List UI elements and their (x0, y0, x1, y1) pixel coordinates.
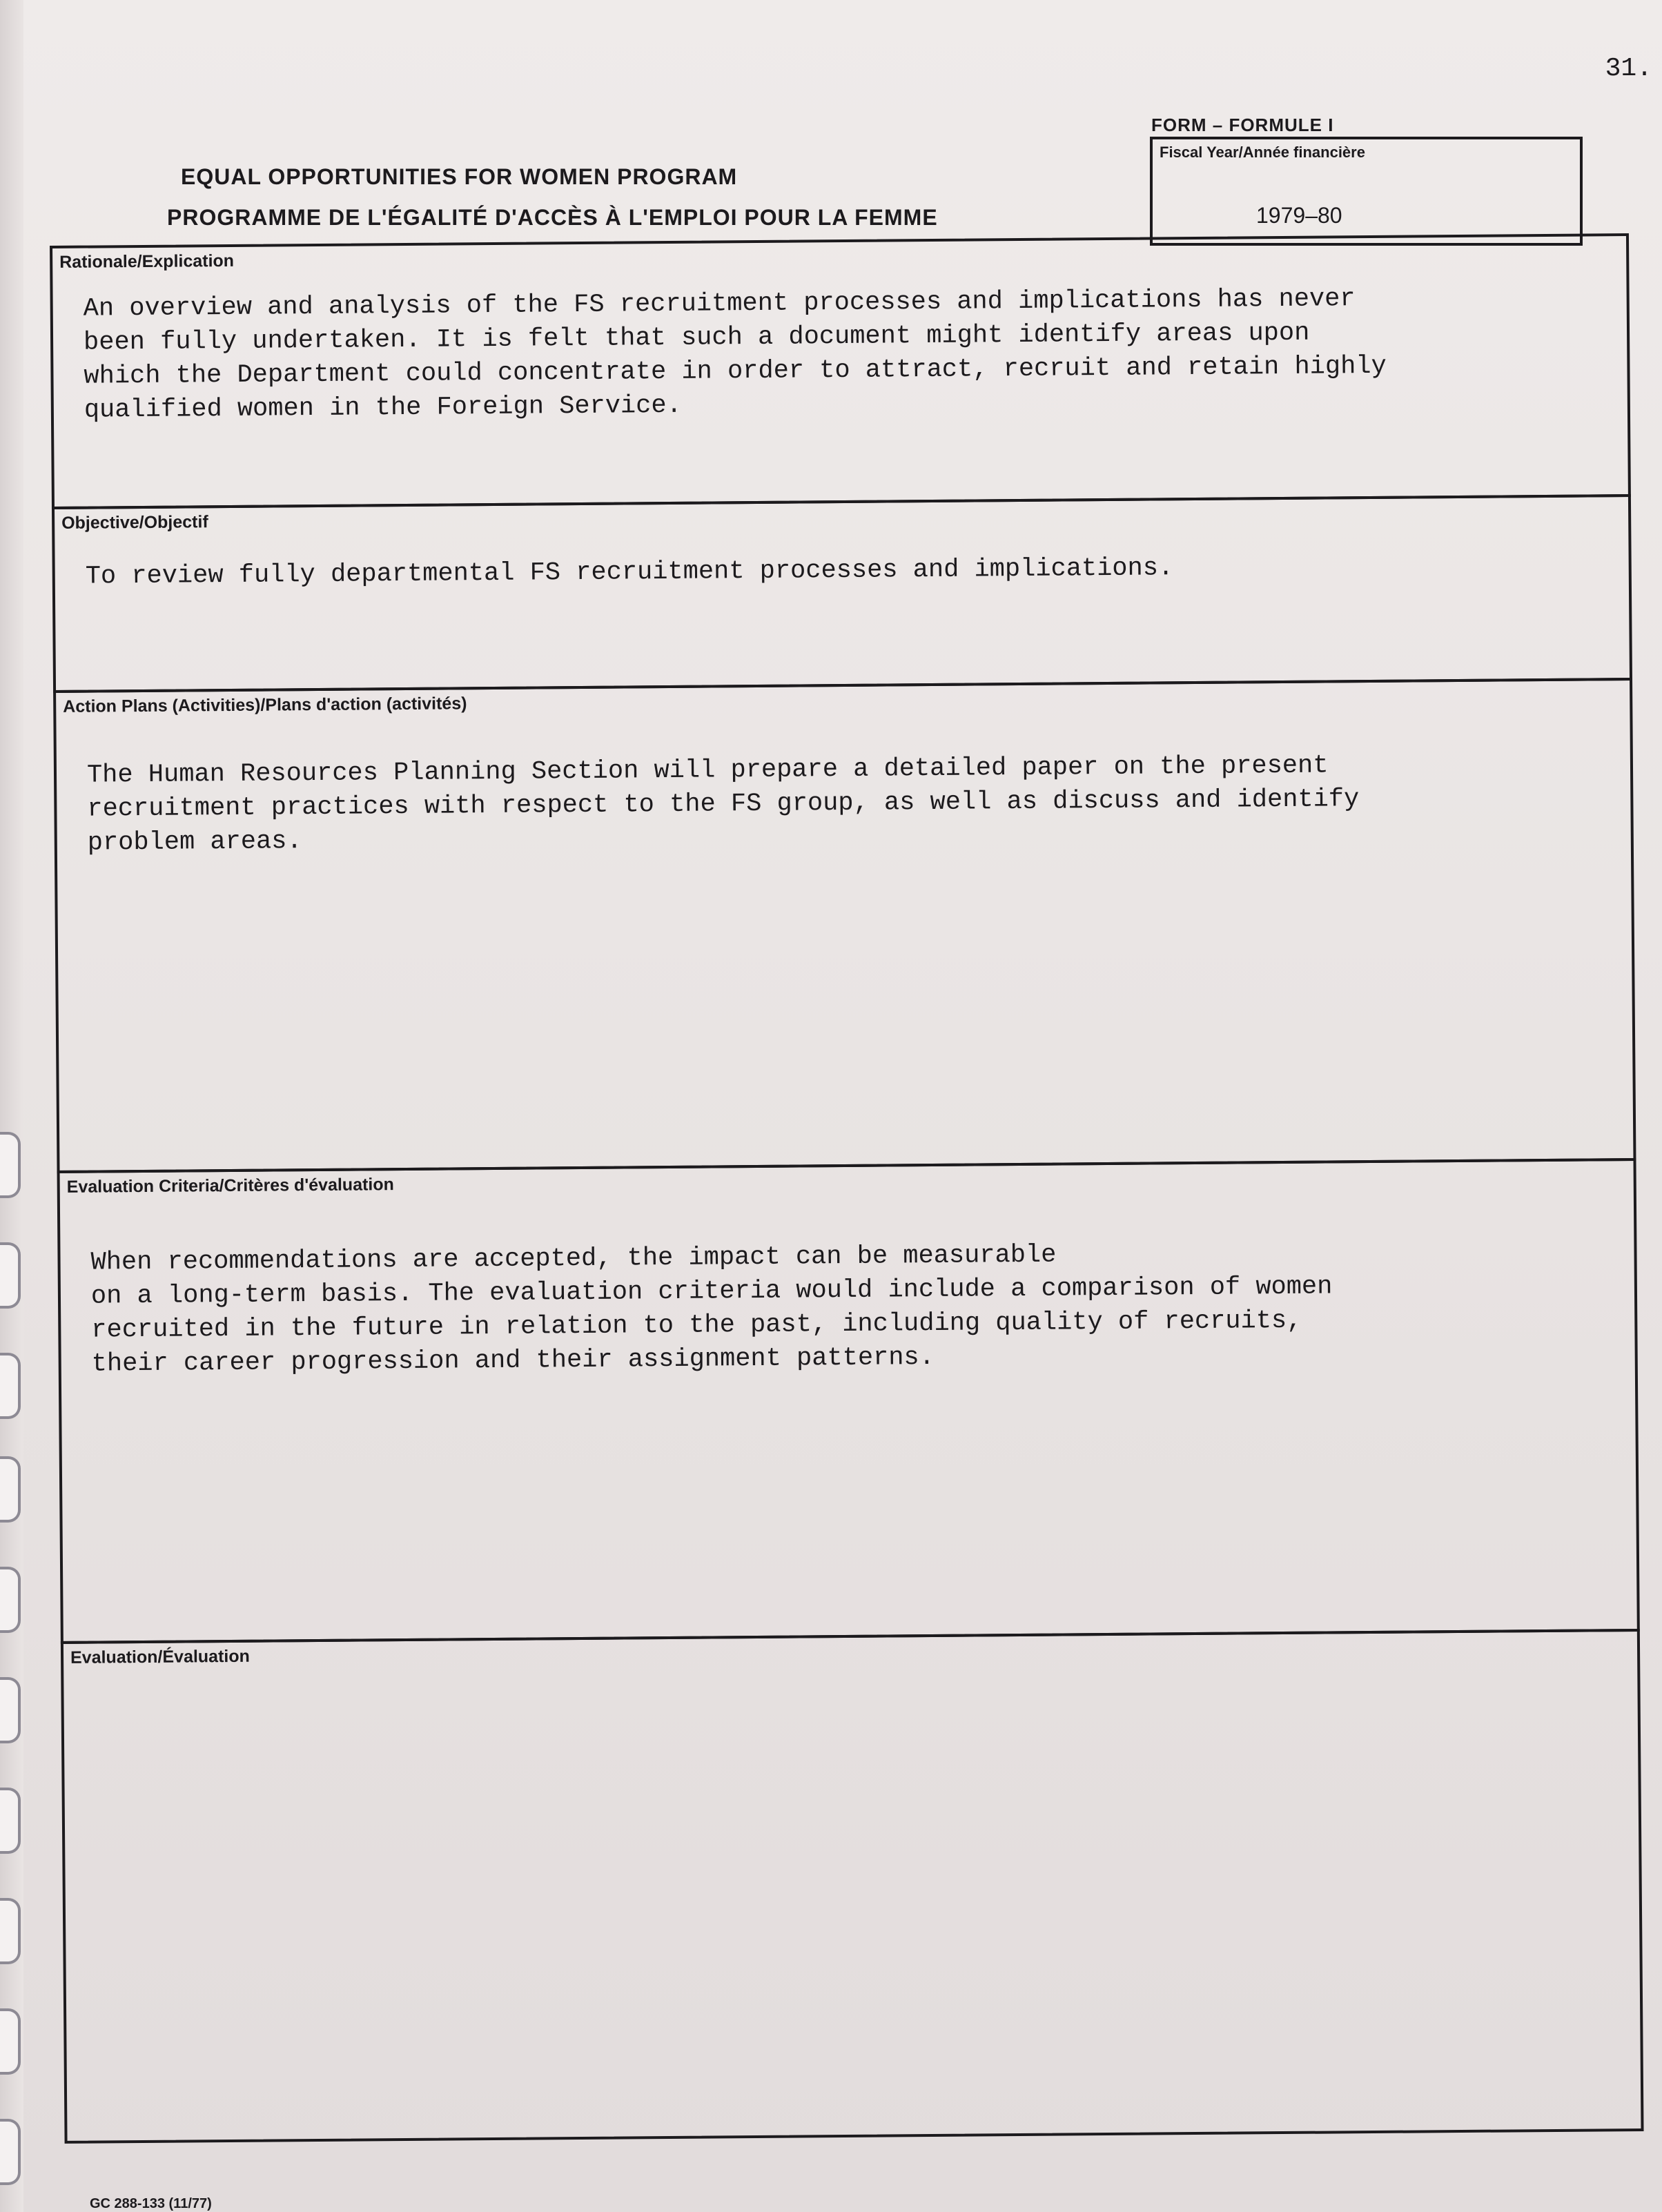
binder-ring (0, 1242, 21, 1309)
binder-spine (0, 0, 23, 2212)
action-plans-label: Action Plans (Activities)/Plans d'action (activités) (63, 694, 467, 716)
binder-ring (0, 1353, 21, 1419)
objective-section (52, 494, 1632, 693)
binder-ring (0, 1677, 21, 1743)
fiscal-year-label: Fiscal Year/Année financière (1160, 144, 1365, 161)
binder-ring (0, 1567, 21, 1633)
program-title-english: EQUAL OPPORTUNITIES FOR WOMEN PROGRAM (181, 164, 738, 189)
rationale-section (50, 233, 1631, 509)
binder-ring (0, 1456, 21, 1523)
binder-ring (0, 1788, 21, 1854)
binder-ring (0, 1898, 21, 1964)
page-number: 31. (1605, 54, 1652, 84)
action-plans-section (53, 678, 1636, 1173)
evaluation-criteria-label: Evaluation Criteria/Critères d'évaluation (66, 1175, 394, 1197)
objective-text: To review fully departmental FS recruitment processes and implications. (85, 554, 1174, 591)
fiscal-year-box (1150, 137, 1583, 246)
form-label: FORM – FORMULE I (1151, 115, 1334, 135)
binder-ring (0, 1132, 21, 1198)
evaluation-section (61, 1629, 1644, 2144)
objective-label: Objective/Objectif (61, 512, 208, 533)
program-title-french: PROGRAMME DE L'ÉGALITÉ D'ACCÈS À L'EMPLOI POUR LA FEMME (167, 205, 938, 230)
binder-ring (0, 2119, 21, 2185)
action-plans-text: The Human Resources Planning Section will prepare a detailed paper on the present recruitment practices with respect to the FS group, as well as discuss and identify problem areas. (86, 751, 1360, 858)
evaluation-text (94, 1674, 1596, 1686)
rationale-text: An overview and analysis of the FS recruitment processes and implications has never been fully undertaken. It is felt that such a document might identify areas upon which the Department could concentrate in order to attract, recruit and retain highly qualified women in the Foreign Service. (83, 284, 1387, 425)
fiscal-year-value: 1979–80 (1256, 203, 1342, 228)
binder-ring (0, 2008, 21, 2075)
evaluation-criteria-text: When recommendations are accepted, the impact can be measurable on a long-term basis. The evaluation criteria would include a comparison of women recruited in the future in relation to the past, including quality of recruits, their career progression and their assignment patterns. (90, 1240, 1333, 1379)
evaluation-criteria-section (57, 1158, 1640, 1644)
form-code: GC 288-133 (11/77) (90, 2196, 212, 2211)
form-sections (50, 233, 1644, 2171)
program-title (167, 164, 938, 231)
rationale-label: Rationale/Explication (59, 251, 235, 272)
evaluation-label: Evaluation/Évaluation (70, 1646, 250, 1667)
